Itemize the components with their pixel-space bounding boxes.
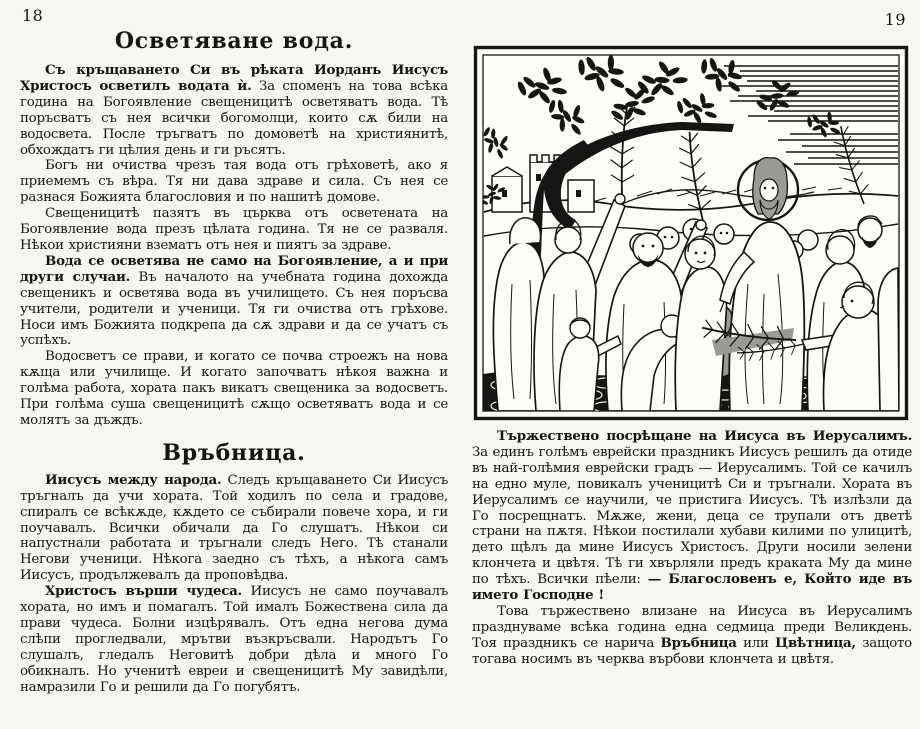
text-run: За споменъ на това всѣка година на Богоявление свещеницитѣ осветяватъ вода. Тѣ поръсватъ съ нея всички богомолци, които сѫ били на водосвета. После тръгватъ по домоветѣ на християнитѣ, обхождатъ ги цѣлия день и ги ръсятъ.	[20, 78, 448, 158]
text-run: Това тържествено влизане на Иисуса въ Иерусалимъ празднуваме всѣка година една седмица преди Великдень. Тоя праздникъ се нарича	[472, 603, 912, 651]
page-number-left: 18	[22, 6, 44, 25]
paragraph	[472, 604, 912, 668]
bold-run: — Благословенъ е, Който иде въ името Господне !	[472, 571, 912, 604]
bold-run: Иисусъ между народа.	[45, 471, 222, 488]
section-jerusalem-entry	[472, 429, 912, 668]
bold-run: Вода се осветява не само на Богоявление, а и при други случаи.	[20, 252, 448, 285]
paragraph	[472, 429, 912, 604]
text-run: защото тогава носимъ въ черква върбови клончета и цвѣтя.	[472, 635, 912, 667]
section-palm-sunday	[20, 473, 448, 696]
paragraph	[20, 63, 448, 158]
heading-palm-sunday: Връбница.	[162, 439, 306, 466]
page-19-column	[472, 0, 912, 729]
page-18-column	[20, 4, 448, 726]
text-run: Въ началото на учебната година дохожда свещеникъ и осветява вода въ училището. Съ нея поръсва учители, родители и ученици. Тя ги очиства отъ грѣхове. Носи имъ Божията подкрепа да сѫ здрави и да се учатъ съ успѣхъ.	[20, 269, 448, 349]
text-run: Водосветъ се прави, и когато се почва строежъ на нова кѫща или училище. И когато започватъ нѣкоя важна и голѣма работа, хората пакъ викатъ свещеника за водосветъ. При голѣма суша свещеницитѣ сѫщо осветяватъ вода и се молятъ за дъждъ.	[20, 349, 448, 428]
section-water-blessing	[20, 63, 448, 429]
text-run: или	[736, 635, 776, 651]
paragraph	[20, 254, 448, 349]
paragraph	[20, 584, 448, 695]
paragraph	[20, 473, 448, 584]
paragraph	[20, 158, 448, 206]
text-run: Следъ кръщаването Си Иисусъ тръгналъ да учи хората. Той ходилъ по села и градове, спиралъ се всѣкѫде, кѫдето се събирали повече хора, и ги поучавалъ. Всички обичали да Го слушатъ. Нѣкои си напустнали работата и тръгнали следъ Него. Тѣ станали Негови ученици. Нѣкога заедно съ тѣхъ, а нѣкога самъ Иисусъ, продължевалъ да проповѣдва.	[20, 472, 448, 584]
palm-sunday-illustration	[472, 44, 910, 422]
bold-run: Съ кръщаването Си въ рѣката Иорданъ Иисусъ Христосъ осветилъ водата ѝ.	[20, 62, 448, 94]
text-run: Богъ ни очиства чрезъ тая вода отъ грѣховетѣ, ако я приемемъ съ вѣра. Тя ни дава здраве и сила. Съ нея се разнася Божията благословия и по нашитѣ домове.	[20, 158, 448, 206]
bold-run: Връбница	[660, 634, 737, 651]
text-run: За единъ голѣмъ еврейски праздникъ Иисусъ решилъ да отиде въ най-голѣмия еврейски градъ — Иерусалимъ. Той се качилъ на едно муле, повикалъ ученицитѣ Си и тръгнали. Хората въ Иерусалимъ се научили, че пристига Иисусъ. Тѣ излѣзли да Го посрещнатъ. Мѫже, жени, деца се трупали отъ дветѣ страни на пѫтя. Нѣкои постилали хубави килими по улицитѣ, дето щѣлъ да мине Иисусъ Христосъ. Други носили зелени клончета и цвѣтя. Тѣ ги хвърляли предъ краката Му да мине по тѣхъ. Всички пѣели:	[472, 444, 912, 588]
bold-run: Цвѣтница,	[775, 634, 856, 651]
text-run: Иисусъ не само поучавалъ хората, но имъ и помагалъ. Той ималъ Божествена сила да прави чудеса. Болни изцѣрявалъ. Отъ една негова дума слѣпи прогледвали, мрътви възкръсвали. Народътъ Го слушалъ, гледалъ Неговитѣ добри дѣла и много Го обикналъ. Но ученитѣ евреи и свещеницитѣ Му завидѣли, намразили Го и решили да Го погубятъ.	[20, 584, 448, 695]
heading-water-blessing: Осветяване вода.	[114, 28, 354, 54]
paragraph	[20, 349, 448, 429]
page-number-right: 19	[884, 10, 906, 29]
text-run: Свещеницитѣ пазятъ въ църква отъ осветената на Богоявление вода презъ цѣлата година. Тя не се разваля. Нѣкои християни взематъ отъ нея и пиятъ за здраве.	[20, 206, 448, 253]
bold-run: Христосъ върши чудеса.	[45, 583, 242, 600]
paragraph	[20, 206, 448, 254]
bold-run: Тържествено посрѣщане на Иисуса въ Иерусалимъ.	[497, 428, 912, 444]
